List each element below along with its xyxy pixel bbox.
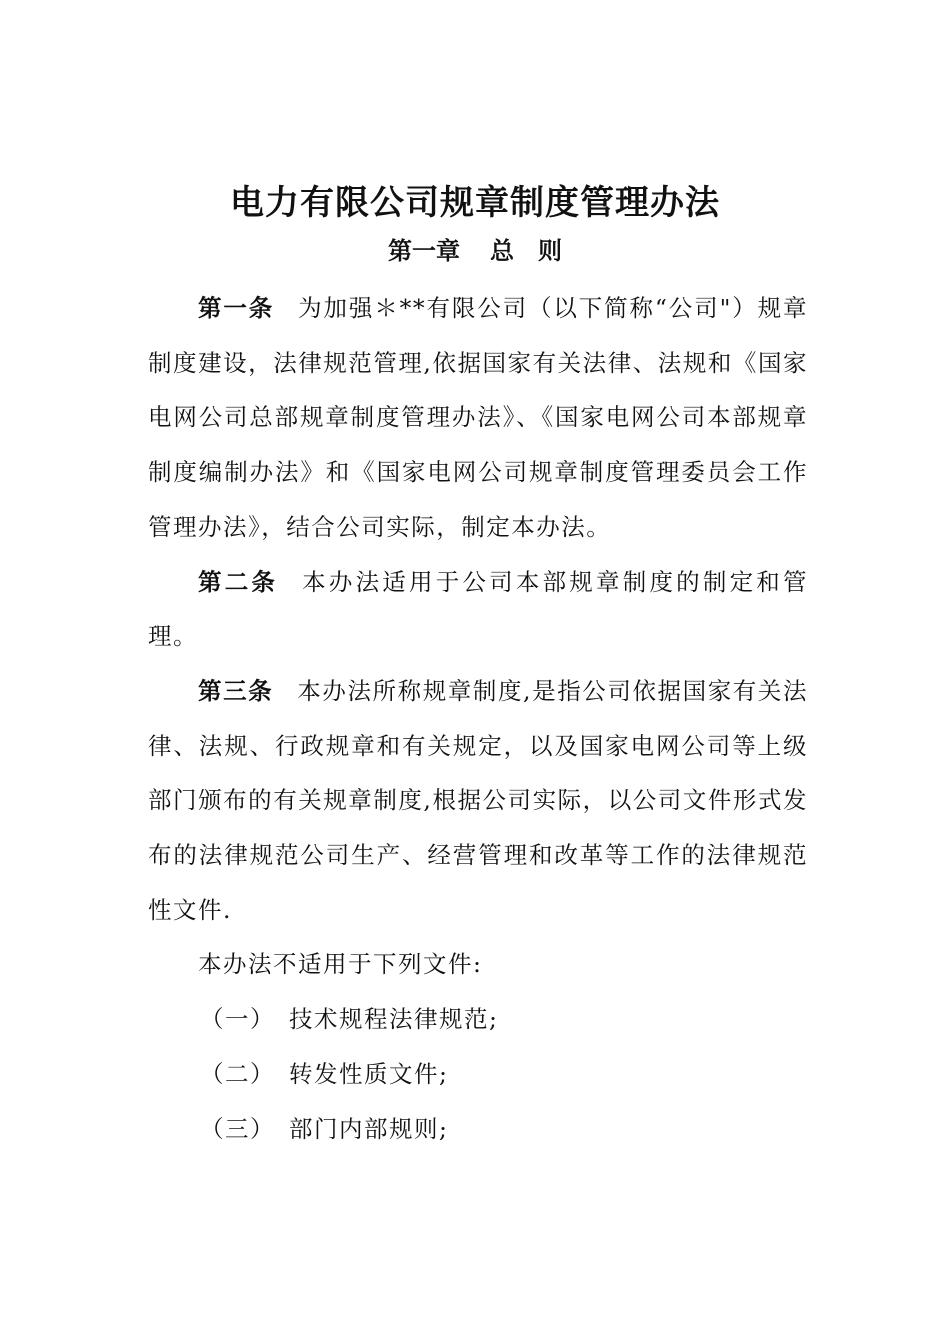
article-1: [148, 281, 808, 555]
exclusion-item-1-text: 技术规程法律规范;: [289, 1005, 499, 1034]
exclusion-item-1-num: （一）: [200, 1005, 275, 1034]
article-2-text: 本办法适用于公司本部规章制度的制定和管理。: [148, 567, 809, 651]
exclusion-intro: 本办法不适用于下列文件:: [198, 950, 483, 979]
exclusion-item-2-text: 转发性质文件;: [289, 1059, 449, 1088]
chapter-label: 第一章: [388, 237, 460, 265]
exclusion-item-3-text: 部门内部规则;: [289, 1114, 449, 1143]
article-2-label: 第二条: [198, 567, 279, 596]
document-title: 电力有限公司规章制度管理办法: [230, 183, 720, 223]
article-3-text: 本办法所称规章制度,是指公司依据国家有关法律、法规、行政规章和有关规定，以及国家电网公司等上级部门颁布的有关规章制度,根据公司实际，以公司文件形式发布的法律规范公司生产、经营管理和改革等工作的法律规范性文件.: [148, 676, 808, 924]
chapter-heading: [0, 229, 950, 273]
document-body: [148, 281, 808, 1156]
exclusion-item-2-num: （二）: [200, 1059, 275, 1088]
exclusion-item-3-num: （三）: [200, 1114, 275, 1143]
exclusion-item-1: [148, 992, 808, 1047]
article-1-text: 为加强＊**有限公司（以下简称“公司"）规章制度建设，法律规范管理,依据国家有关法律、法规和《国家电网公司总部规章制度管理办法》、《国家电网公司本部规章制度编制办法》和《国家电网公司规章制度管理委员会工作管理办法》，结合公司实际，制定本办法。: [148, 294, 809, 541]
article-3-label: 第三条: [198, 676, 274, 705]
article-3: [148, 664, 808, 938]
article-1-label: 第一条: [198, 294, 275, 322]
article-2: [148, 555, 808, 664]
exclusion-item-3: [148, 1102, 808, 1157]
chapter-name: 总 则: [490, 237, 562, 265]
exclusion-item-2: [148, 1047, 808, 1102]
